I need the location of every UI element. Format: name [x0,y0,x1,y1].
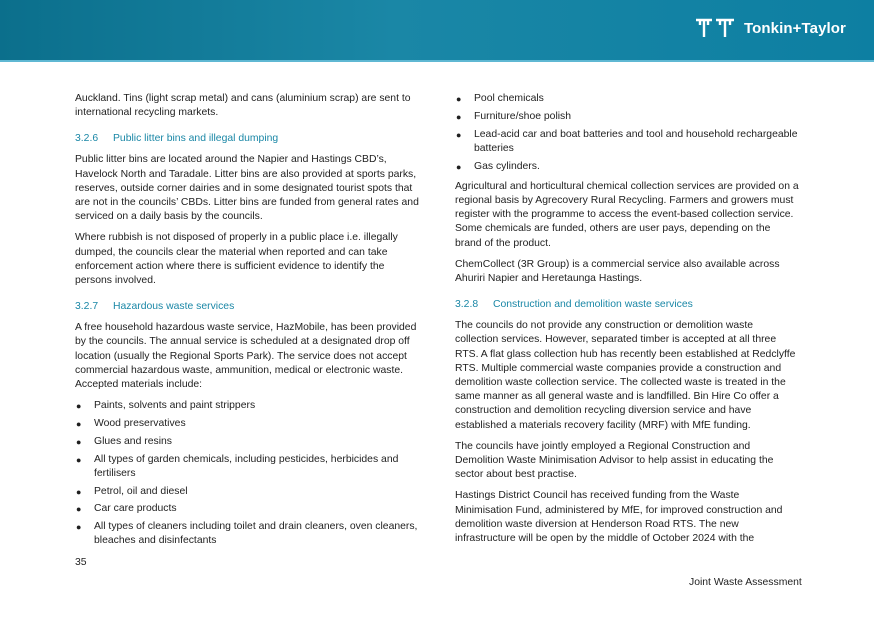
bullet-icon: ● [76,436,82,447]
brand-logo [694,16,846,40]
paragraph: The councils have jointly employed a Regional Construction and Demolition Waste Minimisation Advisor to help assist in educating the sector about best practise. [455,440,774,481]
section-number: 3.2.7 [75,301,99,313]
section-number: 3.2.8 [455,299,479,311]
header-rule [0,60,874,62]
paragraph: Agricultural and horticultural chemical collection services are provided on a regional basis by Agrecovery Rural Recycling. Farmers and growers must register with the programme to access the event-based collection service. Some chemicals are funded, others are user pays, depending on the brand of the product. [455,180,799,249]
bullet-icon: ● [76,504,82,515]
paragraph: ChemCollect (3R Group) is a commercial service also available across Ahuriri Napier and Heretaunga Hastings. [455,258,780,285]
bullet-icon: ● [456,94,462,104]
bullet-icon: ● [456,161,462,172]
tt-logo-icon [694,17,738,39]
list-item: ● Petrol, oil and diesel [75,485,419,499]
section-heading-3-2-8 [455,298,799,312]
paragraph: The councils do not provide any construction or demolition waste collection services. However, separated timber is accepted at all three RTS. A flat glass collection hub has recently been established at Redclyffe RTS. Multiple commercial waste companies provide a construction and demolition waste collection service. The collected waste is treated in the same manner as all general waste and is landfilled. Bin Hire Co offer a construction and demolition recycling diversion service and have established a materials recovery facility (MRF) with MfE funding. [455,320,796,431]
section-heading-3-2-6 [75,132,419,146]
paragraph: Public litter bins are located around the Napier and Hastings CBD’s, Havelock North and Taradale. Litter bins are also provided at sports parks, reserves, outside corner dairies and in some designated tourist spots that are not in the councils’ CBDs. Litter bins are funded from general rates and serviced on a daily basis by the councils. [75,154,419,223]
section-title: Construction and demolition waste services [493,299,693,311]
list-item: ● Glues and resins [75,435,419,449]
section-title: Hazardous waste services [113,301,235,313]
hazardous-materials-list-continued [455,92,799,174]
bullet-icon: ● [76,522,82,533]
list-item: ● Pool chemicals [455,92,799,106]
paragraph: Where rubbish is not disposed of properly in a public place i.e. illegally dumped, the councils clear the material when reported and can take enforcement action where there is sufficient evidence to identify the persons involved. [75,232,398,287]
list-item: ● Gas cylinders. [455,160,799,174]
list-item: ● Wood preservatives [75,417,419,431]
bullet-icon: ● [76,401,82,412]
section-number: 3.2.6 [75,133,99,145]
paragraph: Hastings District Council has received funding from the Waste Minimisation Fund, administered by MfE, for improved construction and demolition waste diversion at Henderson Road RTS. The new infrastructure will be open by the middle of October 2024 with the [455,490,783,545]
paragraph: A free household hazardous waste service, HazMobile, has been provided by the councils. The annual service is scheduled at a designated drop off location (usually the Regional Sports Park). The service does not accept commercial hazardous waste, ammunition, medical or electronic waste. Accepted materials include: [75,322,417,391]
list-item: ● Paints, solvents and paint strippers [75,399,419,413]
bullet-icon: ● [76,454,82,465]
bullet-icon: ● [76,419,82,430]
list-item: ● Furniture/shoe polish [455,110,799,124]
list-item: ● Car care products [75,502,419,516]
footer-title: Joint Waste Assessment [689,577,802,588]
hazardous-materials-list [75,399,419,548]
intro-paragraph: Auckland. Tins (light scrap metal) and cans (aluminium scrap) are sent to international recycling markets. [75,93,411,119]
list-item: ● All types of garden chemicals, including pesticides, herbicides and fertilisers [76,453,399,479]
list-item: ● Lead-acid car and boat batteries and tool and household rechargeable batteries [456,128,798,154]
section-title: Public litter bins and illegal dumping [113,133,279,145]
bullet-icon: ● [76,486,82,497]
brand-name: Tonkin+Taylor [743,19,846,37]
list-item: ● All types of cleaners including toilet and drain cleaners, oven cleaners, bleaches and disinfectants [76,521,418,547]
left-column [75,92,419,555]
section-heading-3-2-7 [75,300,419,314]
right-column [455,92,799,553]
bullet-icon: ● [456,111,462,122]
bullet-icon: ● [456,129,462,140]
page-number: 35 [75,557,87,568]
